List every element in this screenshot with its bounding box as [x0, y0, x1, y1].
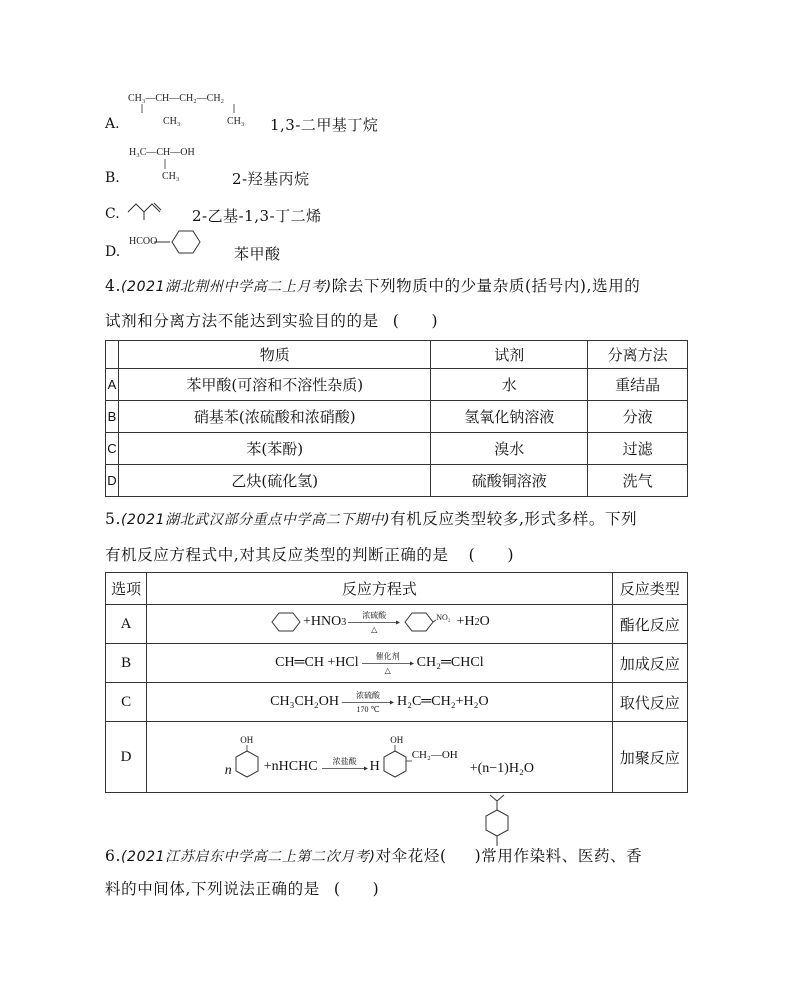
option-name: 苯甲酸 [234, 245, 281, 263]
equation-d [225, 735, 534, 779]
answer-blank: ( ) [392, 312, 439, 330]
equation-a [269, 611, 490, 634]
question-text: 料的中间体,下列说法正确的是 [105, 880, 320, 898]
reaction-type-cell: 加聚反应 [612, 722, 687, 793]
equation-c [270, 691, 488, 714]
equation-cell [147, 722, 612, 793]
reaction-condition: 浓硫酸 [356, 690, 381, 700]
question-number: 5. [105, 510, 121, 528]
option-cell: A [106, 605, 147, 644]
option-letter: B. [105, 170, 120, 186]
reaction-arrow [348, 611, 400, 634]
option-cell: C [106, 683, 147, 722]
equation-term: CH₃CH₂OH [270, 694, 340, 709]
reaction-type-cell: 酯化反应 [612, 605, 687, 644]
subscript: 3 [341, 616, 347, 628]
table-cell: 分液 [588, 401, 688, 433]
table-cell: 氢氧化钠溶液 [431, 401, 588, 433]
substituent-label: NO₂ [436, 612, 451, 622]
option-name: 2-乙基-1,3-丁二烯 [192, 207, 322, 225]
table-header: 试剂 [431, 341, 588, 369]
benzene-ring [382, 745, 412, 779]
table-cell: 乙炔(硫化氢) [118, 465, 430, 497]
question-5-line1 [105, 503, 637, 537]
reaction-arrow [362, 652, 414, 675]
option-cell: D [106, 722, 147, 793]
reaction-condition: 催化剂 [375, 651, 400, 661]
q4-table [105, 340, 688, 497]
question-text: 试剂和分离方法不能达到实验目的的是 [105, 312, 379, 330]
question-4-line1 [105, 270, 640, 304]
question-text: 对伞花烃( [375, 847, 447, 865]
question-source: (2021江苏启东中学高二上第二次月考) [121, 849, 376, 865]
reaction-arrow [322, 757, 368, 771]
equation-term: H₂C═CH₂+H₂O [397, 694, 489, 709]
benzene-ring-d [152, 228, 214, 258]
table-row [106, 401, 688, 433]
reaction-arrow [342, 691, 394, 714]
benzene-ring [402, 611, 436, 633]
structure-b-sub: CH₃ [162, 171, 180, 182]
table-cell: B [106, 401, 119, 433]
structure-a-main: CH₃—CH—CH₂—CH₂ [128, 93, 225, 104]
question-5-line2 [105, 539, 514, 572]
table-cell: 硫酸铜溶液 [431, 465, 588, 497]
table-cell: 苯甲酸(可溶和不溶性杂质) [118, 369, 430, 401]
subscript: 2 [474, 616, 480, 628]
table-row [106, 683, 688, 722]
benzene-ring [234, 745, 260, 779]
table-row [106, 433, 688, 465]
q5-table [105, 572, 688, 793]
table-cell: 溴水 [431, 433, 588, 465]
option-letter: C. [105, 206, 120, 222]
skeletal-structure-c [126, 198, 166, 222]
equation-term: CH═CH +HCl [275, 655, 359, 670]
table-header: 反应类型 [612, 573, 687, 605]
question-text: 有机反应方程式中,对其反应类型的判断正确的是 [105, 546, 449, 564]
table-row [106, 465, 688, 497]
table-header: 反应方程式 [147, 573, 612, 605]
equation-term: CH₂═CHCl [416, 655, 484, 670]
question-text: 有机反应类型较多,形式多样。下列 [390, 510, 638, 528]
structure-b-bond [160, 159, 170, 171]
reaction-condition: 170 ℃ [356, 704, 380, 714]
table-header [106, 341, 119, 369]
table-header: 选项 [106, 573, 147, 605]
equation-term: +nHCHC [263, 759, 318, 774]
table-row [106, 605, 688, 644]
hydroxyl-label: OH [390, 735, 404, 745]
reaction-type-cell: 取代反应 [612, 683, 687, 722]
hydroxyl-label: OH [240, 735, 254, 745]
table-cell: D [106, 465, 119, 497]
equation-b [275, 652, 484, 675]
question-6-line2 [105, 873, 379, 906]
table-cell: 过滤 [588, 433, 688, 465]
answer-blank: ( ) [333, 880, 380, 898]
table-header: 分离方法 [588, 341, 688, 369]
answer-blank: ( ) [468, 546, 515, 564]
question-6-line1 [105, 840, 642, 874]
end-group: H [369, 759, 380, 774]
reaction-condition: 浓盐酸 [332, 757, 357, 766]
table-header-row [106, 573, 688, 605]
reaction-condition: △ [371, 624, 378, 634]
option-letter: D. [105, 244, 121, 260]
coefficient-n: n [224, 763, 232, 778]
option-cell: B [106, 644, 147, 683]
question-source: (2021湖北武汉部分重点中学高二下期中) [121, 512, 391, 528]
reaction-condition: △ [384, 665, 391, 675]
option-name: 1,3-二甲基丁烷 [270, 116, 379, 134]
arrow-icon [322, 766, 368, 771]
table-cell: 硝基苯(浓硫酸和浓硝酸) [118, 401, 430, 433]
equation-term: +H [456, 614, 475, 630]
equation-term: O [479, 614, 490, 630]
byproduct: +(n−1)H₂O [469, 761, 534, 776]
table-header: 物质 [118, 341, 430, 369]
table-cell: 重结晶 [588, 369, 688, 401]
table-cell: 水 [431, 369, 588, 401]
question-number: 4. [105, 277, 121, 295]
table-row [106, 644, 688, 683]
reaction-type-cell: 加成反应 [612, 644, 687, 683]
equation-cell [147, 605, 612, 644]
structure-a-bonds [140, 104, 240, 114]
table-cell: 苯(苯酚) [118, 433, 430, 465]
table-cell: 洗气 [588, 465, 688, 497]
equation-cell [147, 683, 612, 722]
phenol-structure [234, 735, 260, 779]
question-text: 除去下列物质中的少量杂质(括号内),选用的 [331, 277, 641, 295]
option-name: 2-羟基丙烷 [232, 170, 310, 188]
table-header-row [106, 341, 688, 369]
structure-a-sub1: CH₃ [163, 116, 181, 127]
question-text: )常用作染料、医药、香 [474, 847, 643, 865]
equation-term: +HNO [303, 614, 342, 630]
table-cell: C [106, 433, 119, 465]
question-4-line2 [105, 305, 438, 338]
table-cell: A [106, 369, 119, 401]
reaction-condition: 浓硫酸 [362, 610, 387, 620]
side-chain: CH₂—OH [411, 749, 458, 761]
table-row [106, 722, 688, 793]
polymer-structure [382, 735, 412, 779]
structure-b-main: H₃C—CH—OH [129, 147, 195, 158]
option-letter: A. [105, 116, 120, 132]
question-source: (2021湖北荆州中学高二上月考) [121, 279, 332, 295]
equation-cell [147, 644, 612, 683]
structure-d-label: HCOO [129, 236, 158, 247]
question-number: 6. [105, 847, 121, 865]
structure-a-sub2: CH₃ [227, 116, 245, 127]
table-row [106, 369, 688, 401]
benzene-ring [269, 611, 303, 633]
